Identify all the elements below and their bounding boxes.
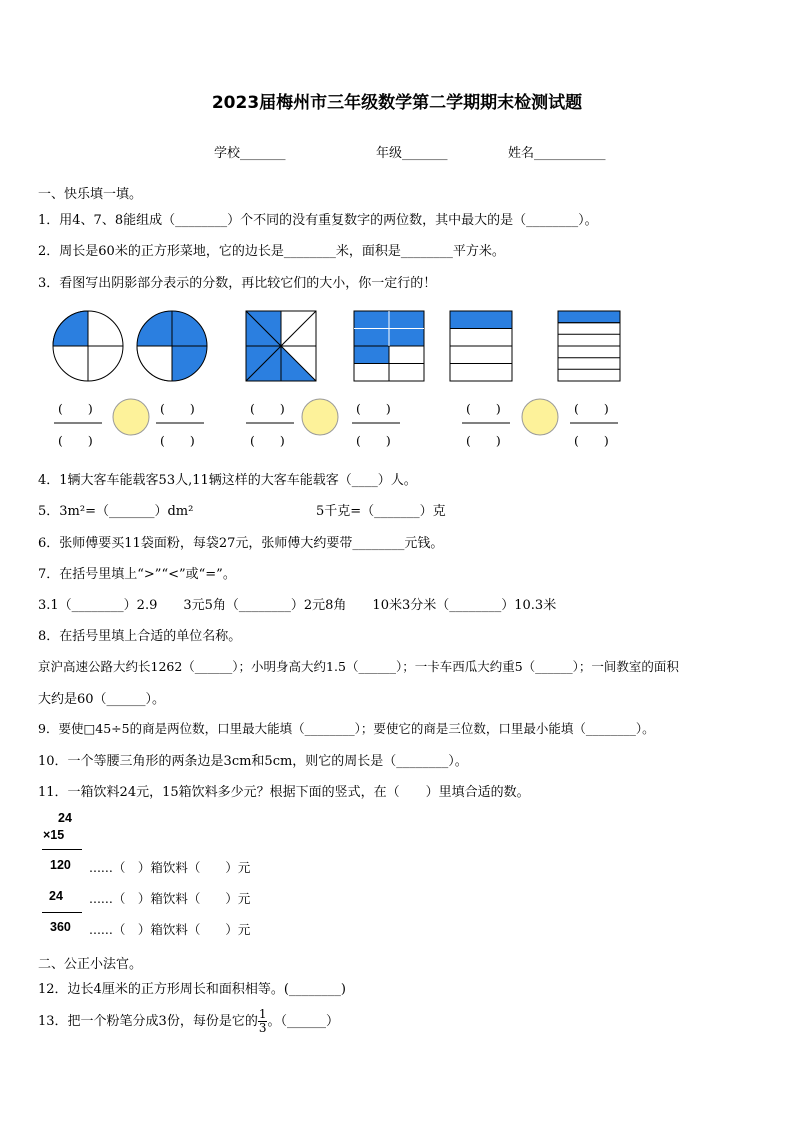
calc-divider: [42, 912, 82, 913]
fraction-blank-den[interactable]: ( ): [58, 433, 93, 448]
question-13-blank: 。（______）: [267, 1014, 339, 1029]
question-5a: 5．3m²=（_______）dm²: [38, 504, 194, 519]
school-field: 学校_______: [214, 146, 286, 161]
fraction-blank-num[interactable]: ( ): [466, 401, 501, 416]
fraction-blank-den[interactable]: ( ): [160, 433, 195, 448]
calc-multiplicand: 24: [58, 811, 72, 825]
calc-row-1: 120: [50, 858, 71, 872]
question-10: 10．一个等腰三角形的两条边是3cm和5cm，则它的周长是（________）。: [38, 754, 468, 769]
circle-figure-1: [53, 311, 123, 381]
fraction-blank-den[interactable]: ( ): [574, 433, 609, 448]
question-7: 7．在括号里填上“>”“<”或“=”。: [38, 567, 236, 582]
compare-circle-3: [522, 399, 558, 435]
fraction-blank-den[interactable]: ( ): [466, 433, 501, 448]
fraction-figures: [0, 300, 794, 450]
grid-figure: [354, 311, 424, 381]
question-2: 2．周长是60米的正方形菜地，它的边长是________米，面积是________平方米。: [38, 244, 505, 259]
fraction-blank-num[interactable]: ( ): [574, 401, 609, 416]
fraction-blank-num[interactable]: ( ): [58, 401, 93, 416]
question-5b: 5千克=（_______）克: [316, 504, 446, 519]
fraction-numerator: 1: [258, 1007, 267, 1021]
question-1: 1．用4、7、8能组成（________）个不同的没有重复数字的两位数，其中最大的是（________）。: [38, 213, 598, 228]
question-7-items: 3.1（________）2.9 3元5角（________）2元8角 10米3分米（________）10.3米: [38, 598, 557, 613]
calc-note-1: ......（ ）箱饮料（ ）元: [89, 860, 251, 875]
section-heading-1: 一、快乐填一填。: [38, 187, 143, 202]
calc-row-3: 360: [50, 920, 71, 934]
name-field: 姓名___________: [508, 146, 606, 161]
calc-note-2: ......（ ）箱饮料（ ）元: [89, 891, 251, 906]
question-13: [38, 1008, 339, 1035]
question-11: 11．一箱饮料24元，15箱饮料多少元？根据下面的竖式，在（ ）里填合适的数。: [38, 785, 530, 800]
question-13-text: 13．把一个粉笔分成3份，每份是它的: [38, 1014, 258, 1029]
calc-divider: [42, 849, 82, 850]
fraction-denominator: 3: [258, 1021, 267, 1035]
fraction-blank-den[interactable]: ( ): [356, 433, 391, 448]
question-3: 3．看图写出阴影部分表示的分数，再比较它们的大小，你一定行的！: [38, 276, 437, 291]
page-title: 2023届梅州市三年级数学第二学期期末检测试题: [211, 93, 583, 113]
calc-row-2: 24: [49, 889, 63, 903]
question-8: 8．在括号里填上合适的单位名称。: [38, 629, 242, 644]
question-12: 12．边长4厘米的正方形周长和面积相等。(________): [38, 982, 346, 997]
square-triangle-figure: [246, 311, 316, 381]
question-6: 6．张师傅要买11袋面粉，每袋27元，张师傅大约要带________元钱。: [38, 536, 444, 551]
calc-note-3: ......（ ）箱饮料（ ）元: [89, 922, 251, 937]
grade-field: 年级_______: [376, 146, 448, 161]
circle-figure-2: [137, 311, 207, 381]
question-4: 4．1辆大客车能载客53人,11辆这样的大客车能载客（____）人。: [38, 473, 417, 488]
question-9: 9．要使□45÷5的商是两位数，口里最大能填（________）；要使它的商是三位数，口里最小能填（________）。: [38, 721, 655, 736]
fraction-blank-den[interactable]: ( ): [250, 433, 285, 448]
fraction-blank-num[interactable]: ( ): [160, 401, 195, 416]
fraction-blank-num[interactable]: ( ): [250, 401, 285, 416]
compare-circle-2: [302, 399, 338, 435]
fraction-blank-num[interactable]: ( ): [356, 401, 391, 416]
question-8-line-1: 京沪高速公路大约长1262（______）；小明身高大约1.5（______）；一卡车西瓜大约重5（______）；一间教室的面积: [38, 659, 679, 674]
stripes-figure-2: [558, 311, 620, 381]
stripes-figure-1: [450, 311, 512, 381]
calc-multiplier: ×15: [43, 828, 65, 842]
section-heading-2: 二、公正小法官。: [38, 957, 143, 972]
question-8-line-2: 大约是60（______）。: [38, 692, 166, 707]
compare-circle-1: [113, 399, 149, 435]
